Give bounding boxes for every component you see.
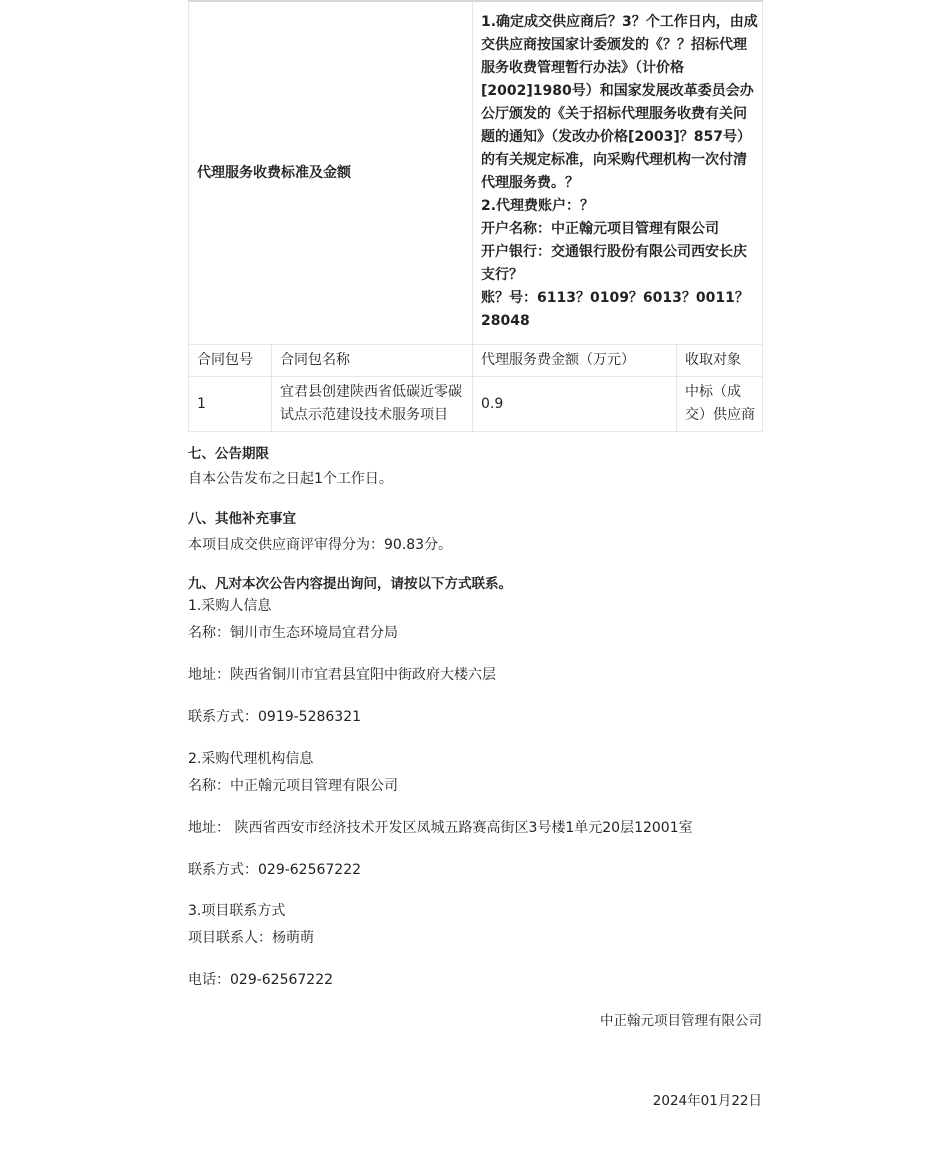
table-header-row <box>189 345 763 377</box>
fee-standard-description <box>473 1 763 345</box>
signature-company: 中正翰元项目管理有限公司 <box>600 1013 762 1029</box>
account-holder: 开户名称：中正翰元项目管理有限公司 <box>481 221 719 237</box>
header-package-no: 合同包号 <box>189 345 272 377</box>
fee-standard-row <box>189 1 763 345</box>
account-bank: 开户银行：交通银行股份有限公司西安长庆支行？ <box>481 244 747 283</box>
fee-account-heading: 2.代理费账户：？ <box>481 198 595 214</box>
agency-address: 地址： 陕西省西安市经济技术开发区凤城五路赛高街区3号楼1单元20层12001室 <box>188 820 693 836</box>
signature-date: 2024年01月22日 <box>652 1093 762 1109</box>
agency-contact: 联系方式：029-62567222 <box>188 862 362 878</box>
header-package-name: 合同包名称 <box>272 345 473 377</box>
cell-payer: 中标（成交）供应商 <box>677 377 763 432</box>
cell-package-no: 1 <box>189 377 272 432</box>
table-row <box>189 377 763 432</box>
cell-fee-amount: 0.9 <box>473 377 677 432</box>
purchaser-heading: 1.采购人信息 <box>188 598 272 614</box>
section8-title: 八、其他补充事宜 <box>188 511 296 527</box>
section8-text: 本项目成交供应商评审得分为：90.83分。 <box>188 537 453 553</box>
header-fee-amount: 代理服务费金额（万元） <box>473 345 677 377</box>
account-number: 账？号：6113？0109？6013？0011？28048 <box>481 290 749 329</box>
project-contact-person: 项目联系人：杨萌萌 <box>188 930 314 946</box>
purchaser-address: 地址：陕西省铜川市宜君县宜阳中街政府大楼六层 <box>188 667 496 683</box>
project-contact-heading: 3.项目联系方式 <box>188 903 286 919</box>
announcement-content <box>188 0 762 1112</box>
agency-name: 名称：中正翰元项目管理有限公司 <box>188 778 398 794</box>
section7-title: 七、公告期限 <box>188 446 269 462</box>
fee-rule-text: 1.确定成交供应商后？3？个工作日内，由成交供应商按国家计委颁发的《？？招标代理服务收费管理暂行办法》（计价格[2002]1980号）和国家发展改革委员会办公厅颁发的《关于招标代理服务收费有关问题的通知》（发改办价格[2003]？857号）的有关规定标准，向采购代理机构一次付清代理服务费。？ <box>481 14 758 191</box>
agency-fee-table <box>188 0 763 432</box>
section7-text: 自本公告发布之日起1个工作日。 <box>188 471 393 487</box>
purchaser-contact: 联系方式：0919-5286321 <box>188 709 362 725</box>
fee-standard-label: 代理服务收费标准及金额 <box>189 1 473 345</box>
section9-title: 九、凡对本次公告内容提出询问，请按以下方式联系。 <box>188 576 512 592</box>
purchaser-name: 名称：铜川市生态环境局宜君分局 <box>188 625 398 641</box>
project-contact-phone: 电话：029-62567222 <box>188 972 334 988</box>
cell-package-name: 宜君县创建陕西省低碳近零碳试点示范建设技术服务项目 <box>272 377 473 432</box>
header-payer: 收取对象 <box>677 345 763 377</box>
agency-heading: 2.采购代理机构信息 <box>188 751 314 767</box>
